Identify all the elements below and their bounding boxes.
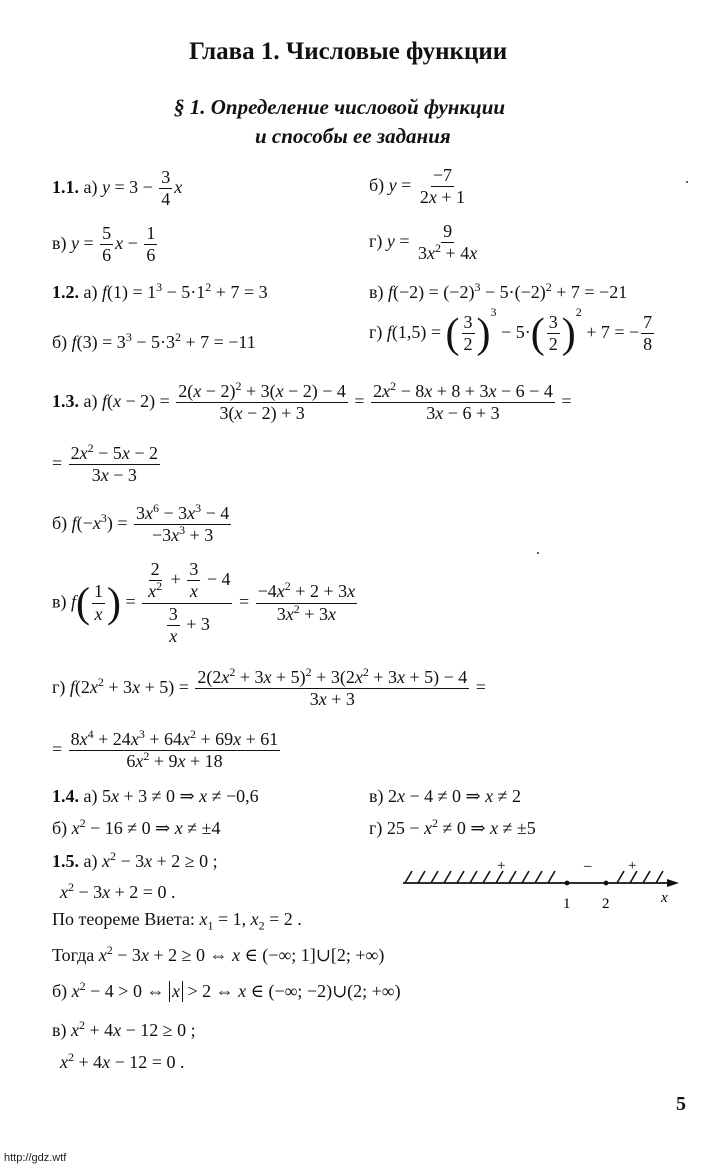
- item-letter: г): [52, 677, 66, 698]
- problem-1-3-a-cont: = $\frac{2x^2 - 5x - 2}{3x - 3}$: [52, 441, 158, 486]
- then-text: Тогда: [52, 945, 95, 965]
- page-number: 5: [676, 1093, 686, 1115]
- problem-label: 1.3.: [52, 391, 79, 412]
- footer-url[interactable]: http://gdz.wtf: [4, 1152, 67, 1164]
- problem-1-5-a: 1.5. а) $x^2 - 3x + 2 \ge 0$ ;: [52, 849, 218, 871]
- problem-1-5-v-eq: $x^2 + 4x - 12 = 0$ .: [60, 1050, 185, 1072]
- section-title-line1: § 1. Определение числовой функции: [174, 95, 506, 119]
- item-letter: а): [83, 282, 98, 302]
- item-letter: а): [83, 851, 98, 871]
- problem-1-1-a: 1.1. а) y = 3 − $\frac{3}{4}$ x: [52, 167, 183, 210]
- problem-1-4-a: 1.4. а) 5x + 3 ≠ 0 ⇒ x ≠ −0,6: [52, 786, 259, 806]
- hatching-right: [617, 871, 663, 883]
- chapter-title: Глава 1. Числовые функции: [189, 38, 508, 65]
- sign-plus-right: +: [628, 858, 637, 874]
- item-letter: в): [52, 233, 67, 254]
- speck: [686, 181, 688, 183]
- problem-1-1-v: в) y = $\frac{5}{6}$ x − $\frac{1}{6}$: [52, 223, 156, 266]
- item-letter: б): [369, 175, 385, 196]
- problem-1-4-b: б) $x^2 - 16 \ne 0$ ⇒ x ≠ ±4: [52, 816, 221, 838]
- item-letter: г): [369, 818, 383, 838]
- point-1: [565, 881, 570, 886]
- item-letter: а): [83, 391, 98, 412]
- problem-1-3-b: б) $f(-x^3)$ = $\frac{3x^6 - 3x^3 - 4}{-3x^3 + 3}$: [52, 501, 230, 546]
- problem-label: 1.5.: [52, 851, 79, 871]
- problem-label: 1.1.: [52, 177, 79, 198]
- problem-label: 1.4.: [52, 786, 79, 806]
- item-letter: г): [369, 231, 383, 252]
- section-title-line2: и способы ее задания: [255, 124, 451, 148]
- problem-1-1-g: г) y = $\frac{9}{3x^2 + 4x}$: [369, 221, 478, 264]
- item-letter: б): [52, 818, 68, 838]
- problem-1-2-a: 1.2. а) $f(1) = 1^3 - 5\cdot 1^2 + 7 = 3$: [52, 280, 268, 302]
- problem-1-5-a-eq: $x^2 - 3x + 2 = 0$ .: [60, 880, 176, 902]
- vieta-text: По теореме Виета:: [52, 909, 195, 929]
- item-letter: г): [369, 322, 383, 342]
- item-letter: а): [83, 786, 98, 806]
- item-letter: б): [52, 981, 68, 1001]
- problem-1-5-a-vieta: По теореме Виета: $x_1 = 1$, $x_2 = 2$ .: [52, 909, 302, 933]
- tick-label-2: 2: [602, 896, 610, 910]
- tick-label-1: 1: [563, 896, 571, 910]
- problem-1-2-g: г) f(1,5) = ( $\frac{3}{2}$ )$^3$ − 5·( $\frac{3}{2}$ )$^2$ + 7 = − $\frac{7}{8}$: [369, 305, 653, 357]
- problem-1-4-v: в) 2x − 4 ≠ 0 ⇒ x ≠ 2: [369, 786, 522, 806]
- item-letter: а): [83, 177, 98, 198]
- point-2: [604, 881, 609, 886]
- sign-minus: –: [584, 858, 592, 874]
- item-letter: в): [52, 1020, 67, 1040]
- problem-1-1-b: б) y = $\frac{-7}{2x + 1}$: [369, 165, 465, 208]
- speck: [537, 552, 539, 554]
- problem-1-4-g: г) $25 - x^2 \ne 0$ ⇒ x ≠ ±5: [369, 816, 536, 838]
- number-line-diagram: [395, 850, 685, 910]
- problem-1-3-g: г) $f(2x^2 + 3x + 5)$ = $\frac{2(2x^2 + 3x + 5)^2 + 3(2x^2 + 3x + 5) - 4}{3x + 3}$ =: [52, 665, 486, 710]
- problem-1-5-v: в) $x^2 + 4x - 12 \ge 0$ ;: [52, 1018, 196, 1040]
- axis-label-x: x: [661, 890, 668, 906]
- item-letter: в): [52, 591, 67, 612]
- item-letter: в): [369, 786, 384, 806]
- problem-1-3-v: в) f( $\frac{1}{x}$ ) = $\frac{2}{x^2}$ + $\frac{3}{x}$ − 4 $\frac{3}{x}$ + 3 = $\frac{-4x^2 + 2 + 3x}{3x^2 + 3x}$: [52, 559, 356, 647]
- hatching-left: [405, 871, 555, 883]
- problem-1-3-g-cont: = $\frac{8x^4 + 24x^3 + 64x^2 + 69x + 61}{6x^2 + 9x + 18}$: [52, 727, 279, 772]
- axis-arrow-icon: [667, 879, 679, 887]
- problem-label: 1.2.: [52, 282, 79, 302]
- item-letter: в): [369, 282, 384, 302]
- problem-1-3-a: 1.3. а) f(x − 2) = $\frac{2(x - 2)^2 + 3(x - 2) - 4}{3(x - 2) + 3}$ = $\frac{2x^2 - 8x + 8 + 3x - 6 - 4}{3x - 6 + 3}$ =: [52, 379, 572, 424]
- item-letter: б): [52, 513, 68, 534]
- item-letter: б): [52, 332, 68, 352]
- problem-1-2-v: в) $f(-2) = (-2)^3 - 5\cdot(-2)^2 + 7 = -21$: [369, 280, 628, 302]
- problem-1-5-b: б) $x^2 - 4 > 0$ ⇔ x > 2 ⇔ x ∈ (−∞; −2)∪(2; +∞): [52, 979, 401, 1001]
- problem-1-2-b: б) $f(3) = 3^3 - 5\cdot 3^2 + 7 = -11$: [52, 330, 256, 352]
- problem-1-5-a-answer: Тогда $x^2 - 3x + 2 \ge 0$ ⇔ x ∈ (−∞; 1]∪[2; +∞): [52, 943, 385, 965]
- sign-plus-left: +: [497, 858, 506, 874]
